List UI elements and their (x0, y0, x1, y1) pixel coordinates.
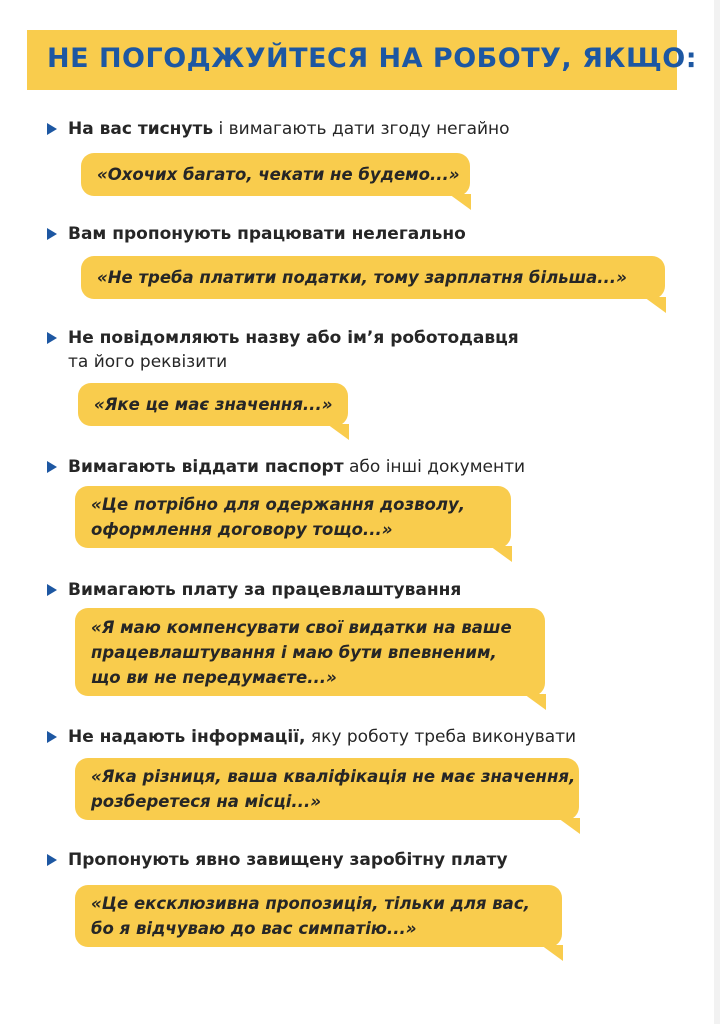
bullet-triangle-icon (47, 228, 57, 240)
bullet-triangle-icon (47, 332, 57, 344)
bullet-triangle-icon (47, 854, 57, 866)
quote-line: розберетеся на місці...» (91, 792, 321, 811)
warning-heading-rest: і вимагають дати згоду негайно (213, 119, 510, 139)
page-title: НЕ ПОГОДЖУЙТЕСЯ НА РОБОТУ, ЯКЩО: (47, 43, 697, 74)
quote-line: працевлаштування і маю бути впевненим, (91, 642, 497, 662)
quote-bubble (81, 153, 470, 196)
warning-heading-bold: Пропонують явно завищену заробітну плату (68, 850, 508, 870)
quote-line: «Яка різниця, ваша кваліфікація не має значення, (91, 767, 576, 786)
quote-bubble (81, 256, 665, 299)
warning-heading-bold: На вас тиснуть (68, 119, 214, 139)
page-edge (714, 0, 720, 1024)
warning-heading-bold: Не повідомляють назву або ім’я роботодавця (68, 328, 519, 348)
warning-heading-continuation: та його реквізити (68, 352, 228, 372)
quote-line: «Це потрібно для одержання дозволу, (91, 495, 465, 514)
warning-heading (68, 726, 576, 749)
warning-heading (68, 456, 525, 479)
warning-heading-rest: або інші документи (343, 457, 526, 477)
warning-heading-bold: Вимагають плату за працевлаштування (68, 580, 462, 600)
quote-line: «Це ексклюзивна пропозиція, тільки для вас, (91, 894, 530, 913)
bullet-triangle-icon (47, 584, 57, 596)
warning-heading (68, 223, 466, 246)
quote-line: «Яке це має значення...» (94, 395, 333, 414)
quote-bubble (75, 758, 579, 820)
quote-bubble (78, 383, 348, 426)
quote-line: «Я маю компенсувати свої видатки на ваше (91, 617, 512, 637)
warning-heading (68, 118, 510, 141)
bullet-triangle-icon (47, 461, 57, 473)
warning-heading (68, 327, 519, 350)
quote-line: «Не треба платити податки, тому зарплатня більша...» (97, 268, 627, 287)
quote-bubble (75, 885, 562, 947)
warning-heading-bold: Вимагають віддати паспорт (68, 457, 344, 477)
quote-line: «Охочих багато, чекати не будемо...» (97, 165, 460, 184)
warning-heading (68, 579, 461, 602)
quote-bubble (75, 486, 511, 548)
quote-line: бо я відчуваю до вас симпатію...» (91, 919, 417, 938)
warning-heading-rest: яку роботу треба виконувати (305, 727, 577, 747)
warning-heading (68, 849, 508, 872)
quote-bubble (75, 608, 545, 696)
warning-heading-bold: Не надають інформації, (68, 727, 306, 747)
bullet-triangle-icon (47, 123, 57, 135)
bullet-triangle-icon (47, 731, 57, 743)
warning-heading-bold: Вам пропонують працювати нелегально (68, 224, 466, 244)
quote-line: що ви не передумаєте...» (91, 667, 337, 687)
quote-line: оформлення договору тощо...» (91, 520, 393, 539)
